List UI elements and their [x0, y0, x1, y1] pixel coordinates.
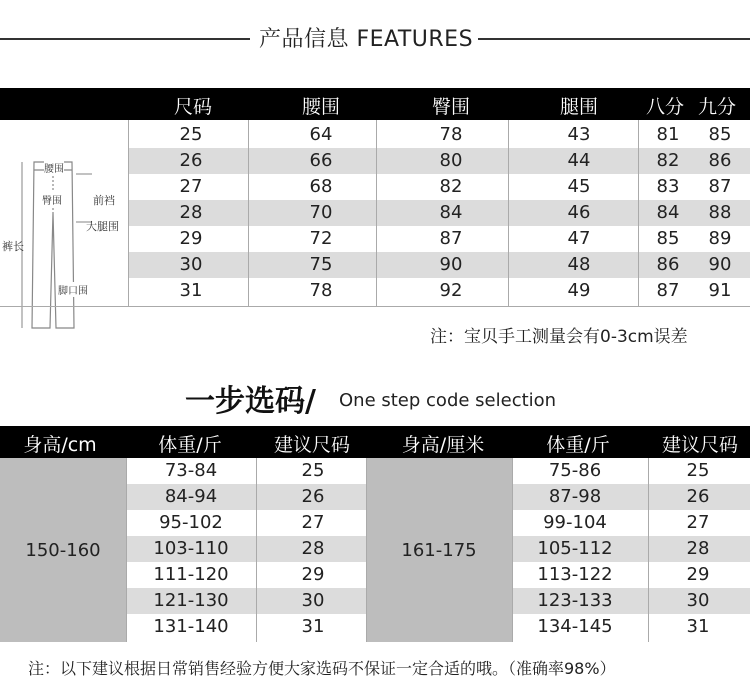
cell-cropped: 81 — [656, 124, 680, 145]
cell-size: 30 — [179, 254, 203, 275]
column-separator — [638, 120, 639, 306]
cell-suggested-size: 31 — [301, 616, 325, 637]
column-separator — [512, 458, 513, 642]
cell-ninth: 89 — [708, 228, 732, 249]
cell-cropped: 85 — [656, 228, 680, 249]
cell-weight: 103-110 — [153, 538, 229, 559]
table-row — [512, 536, 750, 562]
cell-ninth: 88 — [708, 202, 732, 223]
cell-waist: 72 — [309, 228, 333, 249]
cell-weight: 95-102 — [159, 512, 223, 533]
height-range-left-block — [0, 458, 126, 642]
diagram-label-front-rise: 前裆 — [93, 194, 115, 207]
height-range-right-block — [366, 458, 512, 642]
cell-suggested-size: 25 — [301, 460, 325, 481]
size-row — [128, 200, 750, 226]
cell-size: 28 — [179, 202, 203, 223]
size-table-header — [0, 88, 750, 120]
diagram-label-thigh: 大腿围 — [86, 220, 119, 233]
features-title: 产品信息 FEATURES — [258, 27, 474, 52]
cell-size: 31 — [179, 280, 203, 301]
cell-suggested-size: 29 — [301, 564, 325, 585]
size-advice-note: 注：以下建议根据日常销售经验方便大家选码不保证一定合适的哦。（准确率98%） — [28, 659, 616, 678]
cell-size: 27 — [179, 176, 203, 197]
cell-weight: 134-145 — [537, 616, 613, 637]
step-subtitle: One step code selection — [339, 390, 557, 411]
column-separator — [128, 120, 129, 306]
cell-hip: 78 — [439, 124, 463, 145]
diagram-label-waist: 腰围 — [44, 160, 64, 175]
cell-thigh: 48 — [567, 254, 591, 275]
header-size: 尺码 — [173, 96, 212, 118]
cell-suggested-size: 26 — [301, 486, 325, 507]
title-divider-right — [478, 38, 750, 40]
cell-weight: 99-104 — [543, 512, 607, 533]
pants-diagram — [0, 152, 128, 338]
cell-thigh: 46 — [567, 202, 591, 223]
table-row — [126, 458, 366, 484]
table-row — [126, 510, 366, 536]
size-row — [128, 252, 750, 278]
cell-ninth: 90 — [708, 254, 732, 275]
table-row — [126, 536, 366, 562]
cell-suggested-size: 28 — [686, 538, 710, 559]
cell-weight: 75-86 — [548, 460, 602, 481]
table-row — [512, 588, 750, 614]
height-range-right: 161-175 — [401, 540, 477, 561]
step-title: 一步选码/ — [185, 384, 316, 419]
size-row — [128, 174, 750, 200]
header-weight-right: 体重/斤 — [546, 434, 610, 456]
cell-cropped: 83 — [656, 176, 680, 197]
cell-waist: 68 — [309, 176, 333, 197]
title-divider-left — [0, 38, 250, 40]
cell-waist: 66 — [309, 150, 333, 171]
column-separator — [366, 458, 367, 642]
table-row — [512, 458, 750, 484]
cell-cropped: 84 — [656, 202, 680, 223]
cell-waist: 78 — [309, 280, 333, 301]
features-header — [0, 20, 750, 56]
header-waist: 腰围 — [301, 96, 340, 118]
diagram-label-length: 裤长 — [2, 240, 24, 253]
code-table-body — [0, 458, 750, 642]
cell-suggested-size: 28 — [301, 538, 325, 559]
header-weight-left: 体重/斤 — [158, 434, 222, 456]
size-row — [128, 278, 750, 304]
cell-size: 29 — [179, 228, 203, 249]
size-table-body — [0, 120, 750, 306]
cell-thigh: 49 — [567, 280, 591, 301]
cell-cropped: 86 — [656, 254, 680, 275]
cell-hip: 90 — [439, 254, 463, 275]
table-row — [512, 510, 750, 536]
table-row — [126, 562, 366, 588]
header-ninth-length: 九分 — [697, 96, 736, 118]
cell-cropped: 87 — [656, 280, 680, 301]
cell-suggested-size: 31 — [686, 616, 710, 637]
size-table-bottom-border — [0, 306, 750, 307]
column-separator — [126, 458, 127, 642]
cell-weight: 84-94 — [164, 486, 218, 507]
cell-hip: 80 — [439, 150, 463, 171]
cell-ninth: 91 — [708, 280, 732, 301]
cell-cropped: 82 — [656, 150, 680, 171]
cell-thigh: 45 — [567, 176, 591, 197]
diagram-label-hip: 臀围 — [42, 192, 62, 207]
table-row — [126, 614, 366, 640]
header-thigh: 腿围 — [559, 96, 598, 118]
diagram-label-leg-opening: 脚口围 — [58, 282, 88, 297]
column-separator — [508, 120, 509, 306]
cell-waist: 75 — [309, 254, 333, 275]
cell-hip: 92 — [439, 280, 463, 301]
cell-weight: 131-140 — [153, 616, 229, 637]
cell-suggested-size: 26 — [686, 486, 710, 507]
code-selection-table — [0, 426, 750, 642]
size-row — [128, 122, 750, 148]
cell-suggested-size: 27 — [301, 512, 325, 533]
cell-thigh: 43 — [567, 124, 591, 145]
cell-size: 26 — [179, 150, 203, 171]
cell-weight: 113-122 — [537, 564, 613, 585]
cell-suggested-size: 30 — [301, 590, 325, 611]
header-height-lm: 身高/厘米 — [401, 434, 485, 456]
cell-weight: 87-98 — [548, 486, 602, 507]
code-table-header — [0, 426, 750, 458]
cell-weight: 121-130 — [153, 590, 229, 611]
size-row — [128, 148, 750, 174]
header-height-cm: 身高/cm — [23, 434, 97, 456]
size-row — [128, 226, 750, 252]
table-row — [512, 614, 750, 640]
cell-ninth: 85 — [708, 124, 732, 145]
column-separator — [256, 458, 257, 642]
cell-ninth: 86 — [708, 150, 732, 171]
cell-suggested-size: 30 — [686, 590, 710, 611]
cell-hip: 84 — [439, 202, 463, 223]
height-range-left: 150-160 — [25, 540, 101, 561]
header-suggested-size-left: 建议尺码 — [273, 434, 350, 456]
cell-thigh: 47 — [567, 228, 591, 249]
cell-hip: 87 — [439, 228, 463, 249]
cell-suggested-size: 25 — [686, 460, 710, 481]
measurement-error-note: 注：宝贝手工测量会有0-3cm误差 — [430, 327, 688, 347]
table-row — [512, 562, 750, 588]
cell-thigh: 44 — [567, 150, 591, 171]
column-separator — [248, 120, 249, 306]
cell-weight: 73-84 — [164, 460, 218, 481]
table-row — [126, 484, 366, 510]
cell-waist: 64 — [309, 124, 333, 145]
cell-hip: 82 — [439, 176, 463, 197]
header-cropped-length: 八分 — [645, 96, 684, 118]
header-suggested-size-right: 建议尺码 — [661, 434, 738, 456]
cell-weight: 105-112 — [537, 538, 613, 559]
cell-size: 25 — [179, 124, 203, 145]
column-separator — [376, 120, 377, 306]
cell-waist: 70 — [309, 202, 333, 223]
column-separator — [648, 458, 649, 642]
cell-weight: 111-120 — [153, 564, 229, 585]
table-row — [126, 588, 366, 614]
cell-suggested-size: 29 — [686, 564, 710, 585]
cell-weight: 123-133 — [537, 590, 613, 611]
cell-suggested-size: 27 — [686, 512, 710, 533]
cell-ninth: 87 — [708, 176, 732, 197]
table-row — [512, 484, 750, 510]
header-hip: 臀围 — [431, 96, 470, 118]
